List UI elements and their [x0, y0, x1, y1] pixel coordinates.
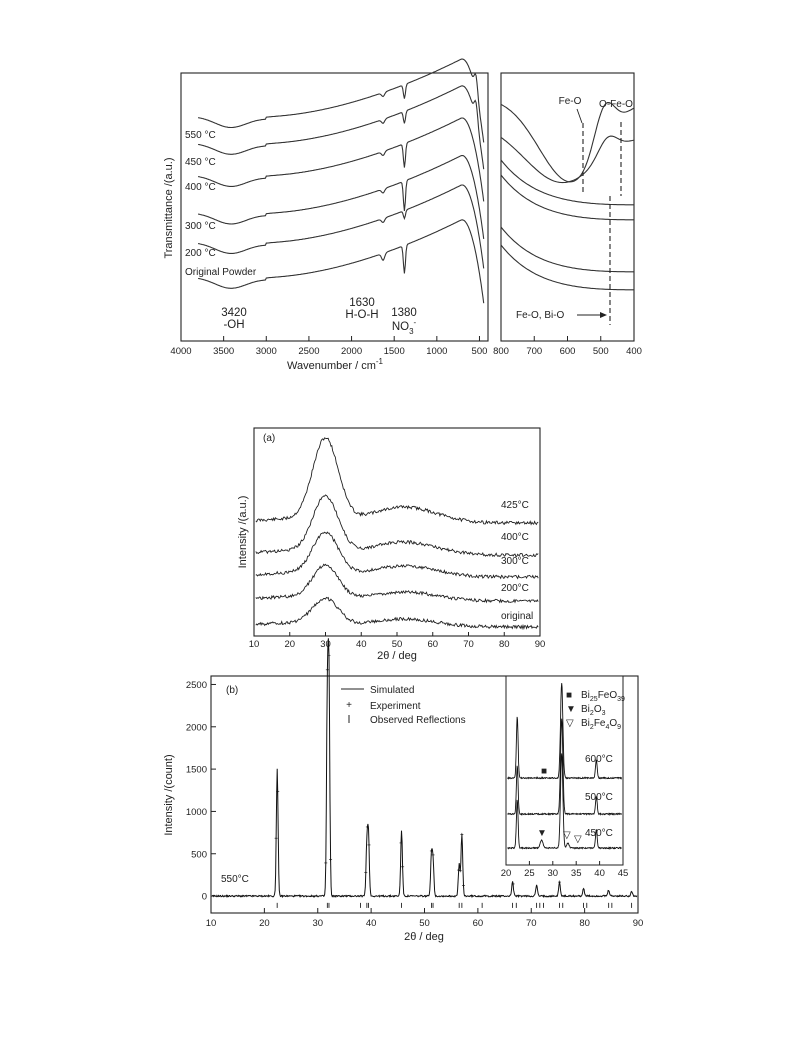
ftir-x-tick-label: 500	[471, 346, 488, 357]
experiment-point	[329, 858, 332, 861]
legend-bi2o3-label: $Bi_2O_3$	[581, 704, 606, 717]
panel-b-x-tick-label: 90	[632, 918, 644, 929]
ftir-inset-curves	[501, 103, 634, 290]
inset-x-tick-label: 700	[526, 346, 543, 357]
ftir-series-label: 200 °C	[185, 248, 216, 259]
panel-a-x-tick-label: 50	[391, 639, 403, 650]
experiment-point	[401, 865, 404, 868]
legend-bi25feo39-symbol: ■	[566, 690, 573, 701]
panel-a-x-tick-label: 80	[498, 639, 510, 650]
panel-b-letter: (b)	[226, 685, 239, 696]
experiment-point	[324, 861, 327, 864]
legend-bi2fe4o9-label: $Bi_2Fe_4O_9$	[581, 718, 622, 731]
experiment-point	[432, 853, 435, 856]
ftir-series-label: 550 °C	[185, 130, 216, 141]
fe-o-bi-o-label: Fe-O, Bi-O	[516, 310, 565, 321]
inset-marker-bi25feo39: ■	[541, 766, 548, 777]
ftir-x-tick-label: 1500	[383, 346, 405, 357]
ann-1380-sup: -	[413, 318, 417, 327]
ann-1380-group	[392, 318, 417, 336]
ann-3420-group: -OH	[223, 319, 245, 331]
panel-b-y-tick-label: 1500	[185, 764, 207, 776]
panel-a-series-line	[256, 438, 538, 525]
legend-bi2fe4o9-symbol: ▽	[566, 718, 574, 729]
ftir-series-label: Original Powder	[185, 267, 257, 278]
inset-b-series-label: 600°C	[585, 754, 613, 765]
ftir-inset-panel	[493, 73, 642, 357]
panel-a-y-axis-label: Intensity /(a.u.)	[237, 495, 249, 569]
panel-b-x-tick-label: 50	[419, 918, 430, 929]
ftir-x-ticks	[170, 336, 487, 357]
inset-b-x-tick-label: 25	[524, 868, 535, 879]
panel-b-reflection-ticks	[277, 903, 631, 908]
ftir-annotation-1380	[391, 307, 417, 336]
ftir-x-tick-label: 2500	[298, 346, 320, 357]
inset-x-tick-label: 600	[559, 346, 576, 357]
panel-b-x-tick-label: 20	[259, 918, 270, 929]
panel-b-x-tick-label: 70	[525, 918, 537, 929]
panel-a-frame	[254, 428, 540, 636]
panel-a-series-line	[256, 597, 538, 628]
experiment-point	[364, 871, 367, 874]
ftir-series-line	[198, 220, 484, 303]
panel-b-y-tick-label: 500	[191, 849, 207, 861]
panel-a-curves	[256, 438, 538, 629]
panel-a-x-tick-label: 10	[248, 639, 260, 650]
panel-a-x-ticks	[249, 632, 546, 650]
ann-1380-value: 1380	[391, 307, 417, 319]
panel-b-x-tick-label: 30	[312, 918, 324, 929]
panel-a-series-label: 425°C	[501, 500, 529, 511]
ftir-series-label: 450 °C	[185, 157, 216, 168]
panel-a-x-axis-label: 2θ / deg	[377, 650, 417, 662]
legend-bi2o3-symbol: ▼	[566, 704, 576, 715]
xrd-panel-b	[163, 638, 643, 943]
ftir-annotation-3420	[221, 307, 247, 331]
experiment-point	[462, 884, 465, 887]
ann-1380-sub: 3	[409, 327, 414, 336]
xrd-panel-a	[237, 428, 545, 662]
panel-a-x-tick-label: 70	[463, 639, 474, 650]
ftir-series-line	[198, 156, 484, 239]
ftir-series-label: 300 °C	[185, 221, 216, 232]
inset-b-series-label: 450°C	[585, 828, 613, 839]
panel-b-sample-label: 550°C	[221, 874, 249, 885]
panel-b-inset	[501, 676, 629, 879]
ftir-plot-frame	[181, 73, 488, 341]
panel-b-y-tick-label: 0	[201, 891, 207, 903]
inset-x-tick-label: 500	[592, 346, 609, 357]
inset-x-tick-label: 800	[493, 346, 509, 357]
inset-b-x-tick-label: 30	[547, 868, 559, 879]
ftir-series-line	[198, 185, 484, 268]
inset-marker-bi2fe4o9-b: ▽	[574, 834, 582, 845]
experiment-point	[460, 833, 463, 836]
panel-b-x-tick-label: 10	[205, 918, 217, 929]
panel-a-x-tick-label: 90	[534, 639, 546, 650]
ann-1630-group: H-O-H	[345, 309, 379, 321]
experiment-point	[326, 668, 329, 671]
ftir-inset-frame	[501, 73, 634, 341]
panel-b-x-tick-label: 40	[365, 918, 377, 929]
ftir-annotation-1630	[345, 297, 378, 321]
ftir-x-tick-label: 3000	[255, 346, 277, 357]
inset-b-x-tick-label: 40	[594, 868, 605, 879]
o-fe-o-label: O-Fe-O	[599, 99, 633, 110]
legend-bi25feo39-label: $Bi_{25}FeO_{39}$	[581, 690, 625, 703]
inset-b-series-label: 500°C	[585, 792, 613, 803]
inset-b-x-tick-label: 45	[617, 868, 629, 879]
panel-a-x-tick-label: 20	[284, 639, 296, 650]
ann-1380-no: NO	[391, 321, 410, 333]
ftir-x-axis-label	[287, 357, 384, 372]
ftir-x-tick-label: 3500	[213, 346, 235, 357]
panel-b-y-tick-label: 2500	[185, 679, 207, 691]
ftir-series-label: 400 °C	[185, 182, 216, 193]
panel-a-series-label: 300°C	[501, 556, 529, 567]
legend-simulated-label: Simulated	[370, 685, 415, 696]
inset-series-line	[501, 136, 634, 183]
ftir-x-tick-label: 4000	[170, 346, 192, 357]
panel-b-y-tick-label: 2000	[185, 722, 207, 734]
inset-x-tick-label: 400	[626, 346, 642, 357]
panel-a-series-label: original	[501, 611, 534, 622]
panel-b-x-tick-label: 80	[579, 918, 590, 929]
experiment-point	[367, 843, 370, 846]
panel-a-letter: (a)	[263, 433, 276, 444]
inset-marker-bi2fe4o9-a: ▽	[563, 830, 571, 841]
panel-b-x-axis-label: 2θ / deg	[404, 931, 444, 943]
ftir-inset-x-ticks	[493, 336, 642, 357]
panel-a-series-line	[256, 564, 538, 602]
ftir-series-line	[198, 59, 484, 142]
legend-reflection-label: Observed Reflections	[370, 715, 466, 726]
fe-o-pointer	[577, 109, 582, 123]
panel-b-legend	[341, 685, 466, 726]
inset-b-x-tick-label: 35	[570, 868, 582, 879]
panel-a-series-line	[256, 495, 538, 557]
panel-a-x-tick-label: 60	[427, 639, 439, 650]
legend-experiment-label: Experiment	[370, 701, 421, 712]
panel-a-series-label: 200°C	[501, 583, 529, 594]
fe-o-bi-o-arrow-head	[600, 312, 607, 318]
ftir-x-tick-label: 1000	[426, 346, 448, 357]
panel-a-x-tick-label: 30	[320, 639, 331, 650]
ftir-series-line	[198, 118, 484, 201]
fe-o-label: Fe-O	[558, 96, 582, 107]
ftir-x-label-text: Wavenumber / cm	[287, 360, 376, 372]
inset-marker-bi2o3: ▼	[537, 828, 547, 839]
panel-b-x-tick-label: 60	[472, 918, 484, 929]
panel-a-series-label: 400°C	[501, 532, 529, 543]
panel-a-x-tick-label: 40	[355, 639, 367, 650]
ann-3420-value: 3420	[221, 307, 247, 319]
experiment-point	[558, 881, 561, 884]
experiment-point	[275, 837, 278, 840]
ftir-panel	[163, 59, 488, 372]
inset-b-x-tick-label: 20	[500, 868, 512, 879]
legend-experiment-swatch: +	[346, 700, 352, 711]
inset-series-line	[501, 103, 634, 182]
panel-b-y-tick-label: 1000	[185, 806, 207, 818]
panel-a-series-line	[256, 532, 538, 578]
ann-1630-value: 1630	[349, 297, 375, 309]
ftir-x-tick-label: 2000	[340, 346, 363, 357]
panel-a-series-labels	[501, 500, 533, 622]
panel-b-y-axis-label: Intensity /(count)	[163, 754, 175, 836]
ftir-y-axis-label: Transmittance /(a.u.)	[163, 157, 175, 259]
ftir-x-label-sup: -1	[375, 357, 383, 366]
